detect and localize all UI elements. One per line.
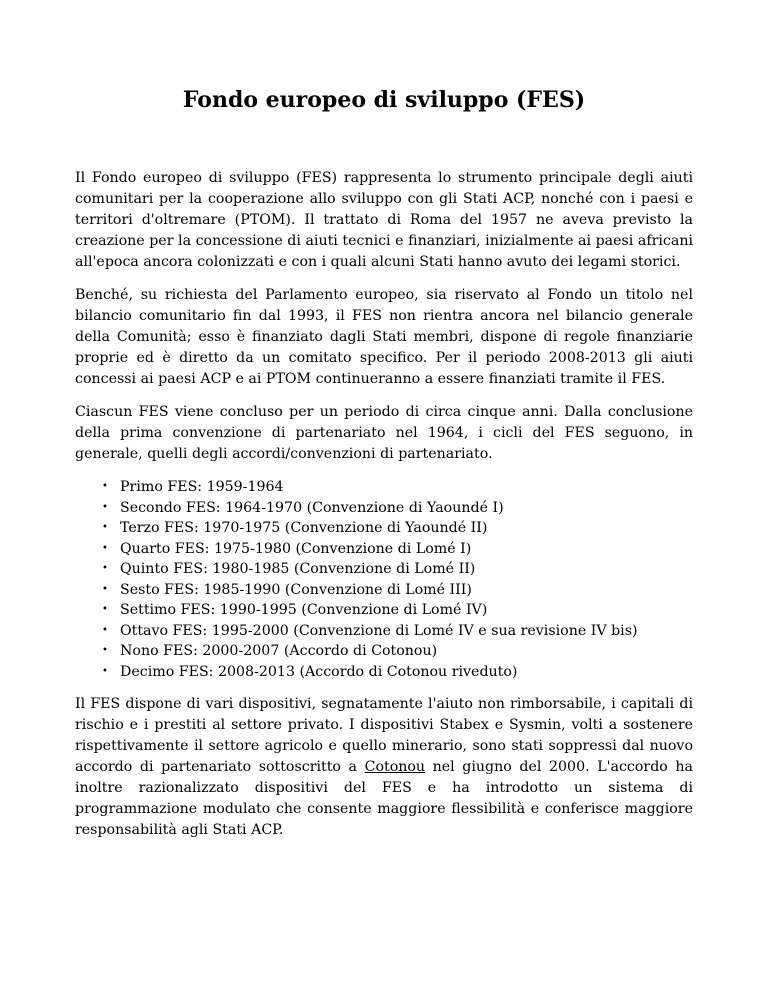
list-item: • Secondo FES: 1964-1970 (Convenzione di Yaoundé I) xyxy=(75,498,693,519)
paragraph-intro: Il Fondo europeo di sviluppo (FES) rappresenta lo strumento principale degli aiuti comunitari per la cooperazione allo sviluppo con gli Stati ACP, nonché con i paesi e territori d'oltremare (PTOM). Il trattato di Roma del 1957 ne aveva previsto la creazione per la concessione di aiuti tecnici e finanziari, inizialmente ai paesi africani all'epoca ancora colonizzati e con i quali alcuni Stati hanno avuto dei legami storici. xyxy=(75,170,693,270)
list-item: • Terzo FES: 1970-1975 (Convenzione di Yaoundé II) xyxy=(75,518,693,539)
bullet-icon: • xyxy=(102,501,108,513)
paragraph-instruments: Il FES dispone di vari dispositivi, segnatamente l'aiuto non rimborsabile, i capitali di rischio e i prestiti al settore privato. I dispositivi Stabex e Sysmin, volti a sostenere rispettivamente il settore agricolo e quello minerario, sono stati soppressi dal nuovo accordo di partenariato sottoscritto a Cotonou nel giugno del 2000. L'accordo ha inoltre razionalizzato dispositivi del FES e ha introdotto un sistema di programmazione modulato che consente maggiore flessibilità e conferisce maggiore responsabilità agli Stati ACP. xyxy=(75,696,693,838)
paragraph-cycles: Ciascun FES viene concluso per un periodo di circa cinque anni. Dalla conclusione della prima convenzione di partenariato nel 1964, i cicli del FES seguono, in generale, quelli degli accordi/convenzioni di partenariato. xyxy=(75,404,693,462)
document-page xyxy=(75,80,693,853)
document-title: Fondo europeo di sviluppo (FES) xyxy=(182,87,586,113)
bullet-icon: • xyxy=(102,542,108,554)
list-item: • Ottavo FES: 1995-2000 (Convenzione di Lomé IV e sua revisione IV bis) xyxy=(75,621,693,642)
bullet-icon: • xyxy=(102,624,108,636)
bullet-icon: • xyxy=(102,481,108,492)
list-item: • Quarto FES: 1975-1980 (Convenzione di Lomé I) xyxy=(75,539,693,560)
list-item: • Nono FES: 2000-2007 (Accordo di Cotonou) xyxy=(75,641,693,662)
list-item: • Decimo FES: 2008-2013 (Accordo di Cotonou riveduto) xyxy=(75,662,693,683)
bullet-icon: • xyxy=(102,665,108,677)
list-item: • Settimo FES: 1990-1995 (Convenzione di Lomé IV) xyxy=(75,600,693,621)
bullet-icon: • xyxy=(102,645,108,656)
list-item: • Primo FES: 1959-1964 xyxy=(75,477,693,498)
paragraph-budget: Benché, su richiesta del Parlamento europeo, sia riservato al Fondo un titolo nel bilancio comunitario fin dal 1993, il FES non rientra ancora nel bilancio generale della Comunità; esso è finanziato dagli Stati membri, dispone di regole finanziarie proprie ed è diretto da un comitato specifico. Per il periodo 2008-2013 gli aiuti concessi ai paesi ACP e ai PTOM continueranno a essere finanziati tramite il FES. xyxy=(75,287,693,387)
cotonou-link[interactable]: Cotonou xyxy=(364,759,426,775)
list-item: • Sesto FES: 1985-1990 (Convenzione di Lomé III) xyxy=(75,580,693,601)
fes-list xyxy=(75,477,693,682)
bullet-icon: • xyxy=(102,563,108,574)
bullet-icon: • xyxy=(102,583,108,595)
list-item: • Quinto FES: 1980-1985 (Convenzione di Lomé II) xyxy=(75,559,693,580)
bullet-icon: • xyxy=(102,604,108,615)
bullet-icon: • xyxy=(102,522,108,533)
